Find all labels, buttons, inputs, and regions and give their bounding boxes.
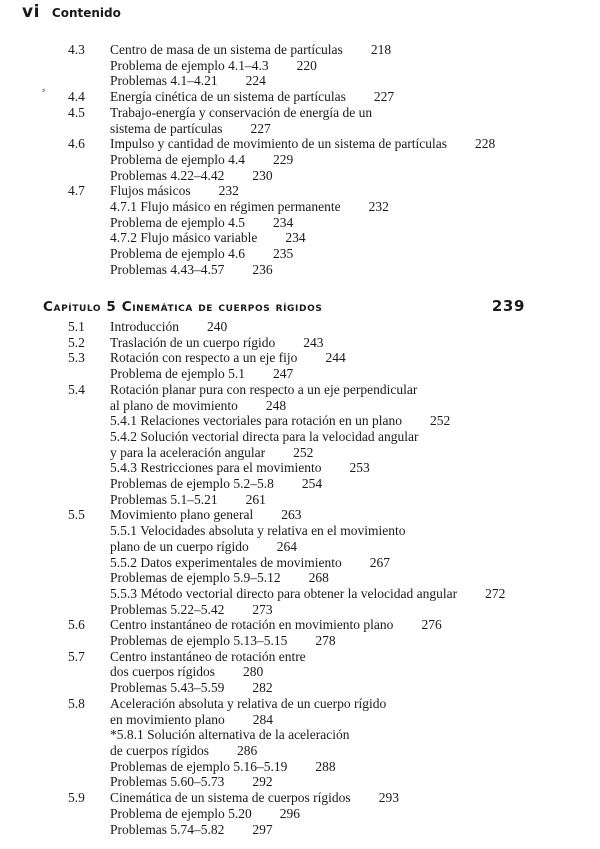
toc-entry-title: Problema de ejemplo 4.5: [110, 214, 245, 230]
toc-entry-title: 5.5.2 Datos experimentales de movimiento: [110, 554, 342, 570]
toc-entry-title: Flujos másicos: [110, 183, 191, 199]
toc-entry-page: 282: [252, 680, 273, 696]
toc-entry-page: 230: [252, 167, 273, 183]
toc-entry-title: 5.4.1 Relaciones vectoriales para rotación en un plano: [110, 413, 403, 429]
toc-entry-page: 248: [265, 397, 287, 413]
toc-entry-title: Problemas 5.74–5.82: [110, 821, 225, 837]
toc-entry: [72, 413, 505, 429]
toc-entry-title: Movimiento plano general: [110, 507, 254, 523]
toc-entry-page: 240: [206, 319, 228, 334]
margin-mark: ⸗: [42, 85, 46, 96]
toc-entry: [72, 58, 495, 74]
toc-entry: [72, 539, 505, 555]
toc-entry-page: 264: [276, 538, 297, 554]
toc-entry-title: Centro instantáneo de rotación entre: [110, 648, 306, 664]
toc-entry-title: Aceleración absoluta y relativa de un cuerpo rígido: [110, 695, 387, 711]
toc-entry: [72, 822, 505, 838]
toc-entry-page: 220: [296, 57, 317, 73]
toc-entry-title: Problemas 5.43–5.59: [110, 680, 225, 696]
toc-entry-title: 5.5.1 Velocidades absoluta y relativa en el movimiento: [110, 523, 406, 539]
toc-entry-title: Problemas 4.43–4.57: [110, 261, 225, 277]
toc-list-chapter-5: [68, 319, 506, 837]
toc-entry-title: Trabajo-energía y conservación de energía de un: [110, 104, 373, 120]
toc-entry-number: 5.5: [68, 507, 85, 523]
toc-entry: [68, 381, 505, 398]
toc-entry-page: 252: [293, 444, 314, 460]
toc-entry: [72, 398, 505, 414]
toc-entry: [72, 774, 505, 790]
toc-list-chapter-4: [68, 42, 496, 278]
toc-entry-page: 253: [349, 460, 370, 476]
toc-entry: [68, 350, 505, 366]
toc-entry: [72, 586, 505, 602]
chapter-page: 239: [491, 297, 525, 315]
toc-entry-page: 286: [236, 742, 258, 758]
toc-entry-page: 244: [325, 350, 346, 366]
toc-entry: [72, 215, 495, 231]
toc-entry-title: Problema de ejemplo 4.6: [110, 246, 245, 262]
toc-entry: [68, 89, 495, 105]
toc-entry-number: 5.3: [68, 350, 85, 366]
toc-entry-page: 252: [430, 413, 451, 429]
toc-entry-title: Problemas 5.1–5.21: [110, 491, 218, 507]
toc-entry-title: Problemas de ejemplo 5.9–5.12: [110, 570, 281, 586]
toc-entry-page: 293: [378, 790, 399, 806]
toc-entry-page: 224: [245, 73, 266, 89]
toc-entry-number: 5.9: [68, 790, 85, 806]
toc-entry-title: plano de un cuerpo rígido: [110, 538, 249, 554]
toc-entry-title: 5.4.3 Restricciones para el movimiento: [110, 460, 322, 476]
chapter-heading: [43, 297, 533, 315]
toc-entry-title: Problema de ejemplo 5.20: [110, 805, 252, 821]
toc-entry: [68, 334, 505, 351]
toc-entry-title: Problemas 5.60–5.73: [110, 774, 225, 790]
toc-entry-page: 254: [301, 476, 323, 492]
toc-entry-number: 5.2: [68, 334, 85, 350]
toc-entry-page: 263: [281, 507, 302, 523]
toc-entry-page: 247: [272, 366, 294, 382]
toc-entry: [68, 507, 505, 523]
toc-entry-title: Problemas 4.1–4.21: [110, 73, 218, 89]
toc-entry: [68, 136, 496, 152]
toc-entry-title: Rotación planar pura con respecto a un eje perpendicular: [110, 381, 418, 397]
toc-entry: [68, 319, 505, 335]
toc-entry-title: Energía cinética de un sistema de partículas: [110, 89, 346, 105]
toc-entry-number: 4.7: [68, 183, 85, 199]
toc-entry: [72, 712, 505, 728]
toc-entry-page: 229: [272, 151, 294, 167]
toc-entry: [68, 183, 495, 199]
page-number: vi: [22, 2, 40, 22]
toc-entry-page: 297: [252, 821, 273, 837]
toc-entry-page: 268: [308, 570, 329, 586]
toc-entry-page: [306, 649, 334, 664]
toc-entry-page: 234: [285, 230, 306, 246]
toc-entry-page: [372, 105, 400, 120]
toc-entry-number: 4.5: [68, 104, 85, 120]
toc-entry: [72, 633, 505, 649]
toc-entry-title: Problema de ejemplo 4.1–4.3: [110, 57, 269, 73]
toc-entry-page: 296: [279, 805, 300, 821]
toc-entry-title: Problemas de ejemplo 5.2–5.8: [110, 476, 274, 492]
toc-entry-title: *5.8.1 Solución alternativa de la aceleración: [110, 727, 350, 743]
toc-entry-number: 5.8: [68, 695, 85, 711]
toc-entry: [72, 445, 505, 461]
toc-entry-page: 228: [475, 136, 496, 152]
toc-entry-page: 284: [252, 711, 273, 727]
toc-entry-page: [417, 382, 445, 397]
toc-entry-title: Problemas de ejemplo 5.13–5.15: [110, 633, 288, 649]
toc-entry-page: 267: [369, 554, 390, 570]
toc-entry: [72, 555, 505, 571]
page-header: [22, 2, 121, 22]
toc-entry-page: 276: [421, 617, 442, 633]
toc-entry: [72, 429, 505, 445]
toc-entry-page: [406, 523, 434, 538]
toc-entry-number: 5.1: [68, 319, 85, 334]
toc-entry-title: Problemas 5.22–5.42: [110, 601, 225, 617]
running-title: Contenido: [51, 6, 121, 20]
toc-entry-page: 292: [252, 774, 273, 790]
toc-entry-title: Centro instantáneo de rotación en movimiento plano: [110, 617, 394, 633]
toc-entry: [68, 790, 505, 806]
toc-entry: [68, 695, 505, 712]
toc-entry: [68, 648, 505, 665]
toc-entry-page: 218: [370, 42, 392, 57]
toc-entry-page: 235: [272, 246, 294, 262]
toc-entry-title: Centro de masa de un sistema de partículas: [110, 42, 343, 57]
toc-entry: [72, 121, 495, 137]
toc-entry-page: [386, 696, 414, 711]
toc-entry: [68, 617, 505, 633]
toc-entry-title: Traslación de un cuerpo rígido: [110, 334, 276, 350]
toc-entry-title: de cuerpos rígidos: [110, 742, 209, 758]
toc-entry: [72, 199, 495, 215]
toc-entry: [72, 727, 505, 743]
toc-entry: [72, 523, 505, 539]
toc-entry-title: Problemas de ejemplo 5.16–5.19: [110, 758, 288, 774]
toc-entry: [72, 246, 495, 262]
toc-entry-page: 280: [243, 664, 264, 680]
toc-entry-page: 232: [218, 183, 239, 199]
toc-entry: [68, 104, 495, 121]
toc-entry-title: dos cuerpos rígidos: [110, 664, 215, 680]
toc-entry: [72, 570, 505, 586]
toc-entry-title: al plano de movimiento: [110, 397, 238, 413]
toc-entry-title: 5.5.3 Método vectorial directo para obtener la velocidad angular: [110, 585, 458, 601]
toc-entry-page: 288: [315, 758, 336, 774]
toc-entry: [72, 476, 505, 492]
toc-entry: [68, 42, 495, 58]
toc-entry-title: 5.4.2 Solución vectorial directa para la velocidad angular: [110, 428, 419, 444]
toc-entry-title: Problemas 4.22–4.42: [110, 167, 225, 183]
chapter-title: Capítulo 5 Cinemática de cuerpos rígidos: [43, 299, 323, 315]
toc-entry-title: Impulso y cantidad de movimiento de un sistema de partículas: [110, 136, 448, 152]
toc-entry-page: [350, 727, 378, 742]
toc-entry: [72, 492, 505, 508]
toc-entry-page: 273: [252, 601, 273, 617]
toc-entry-number: 4.6: [68, 136, 85, 152]
toc-entry-title: sistema de partículas: [110, 120, 223, 136]
toc-entry-page: 236: [252, 261, 273, 277]
toc-entry-title: Problema de ejemplo 5.1: [110, 366, 245, 382]
toc-entry-number: 5.4: [68, 381, 85, 397]
toc-entry: [72, 460, 505, 476]
toc-entry-page: 232: [368, 199, 389, 215]
toc-entry: [72, 806, 505, 822]
toc-entry: [72, 262, 495, 278]
toc-entry: [72, 73, 495, 89]
toc-entry-page: 227: [250, 120, 271, 136]
toc-entry-title: en movimiento plano: [110, 711, 225, 727]
toc-entry-title: Rotación con respecto a un eje fijo: [110, 350, 298, 366]
toc-entry-title: 4.7.1 Flujo másico en régimen permanente: [110, 199, 341, 215]
toc-entry-page: 234: [272, 214, 294, 230]
toc-entry: [72, 680, 505, 696]
toc-entry-number: 4.4: [68, 89, 85, 105]
toc-entry-page: 227: [373, 89, 395, 105]
toc-entry-title: Cinemática de un sistema de cuerpos rígidos: [110, 790, 351, 806]
toc-entry-title: y para la aceleración angular: [110, 444, 266, 460]
toc-entry-title: Problema de ejemplo 4.4: [110, 151, 245, 167]
toc-entry-page: 261: [245, 491, 266, 507]
toc-entry: [72, 602, 505, 618]
toc-entry: [72, 366, 505, 382]
toc-entry: [72, 759, 505, 775]
toc-entry: [72, 664, 505, 680]
toc-entry-title: Introducción: [110, 319, 179, 334]
toc-entry: [72, 230, 495, 246]
toc-entry: [72, 743, 505, 759]
toc-entry-number: 4.3: [68, 42, 85, 57]
toc-entry-page: 278: [315, 633, 336, 649]
toc-entry-page: 272: [485, 585, 506, 601]
toc-entry: [72, 152, 495, 168]
toc-entry-page: 243: [303, 334, 324, 350]
toc-entry: [72, 168, 495, 184]
toc-entry-page: [419, 429, 447, 444]
toc-entry-title: 4.7.2 Flujo másico variable: [110, 230, 258, 246]
toc-entry-number: 5.7: [68, 648, 85, 664]
toc-entry-number: 5.6: [68, 617, 85, 633]
